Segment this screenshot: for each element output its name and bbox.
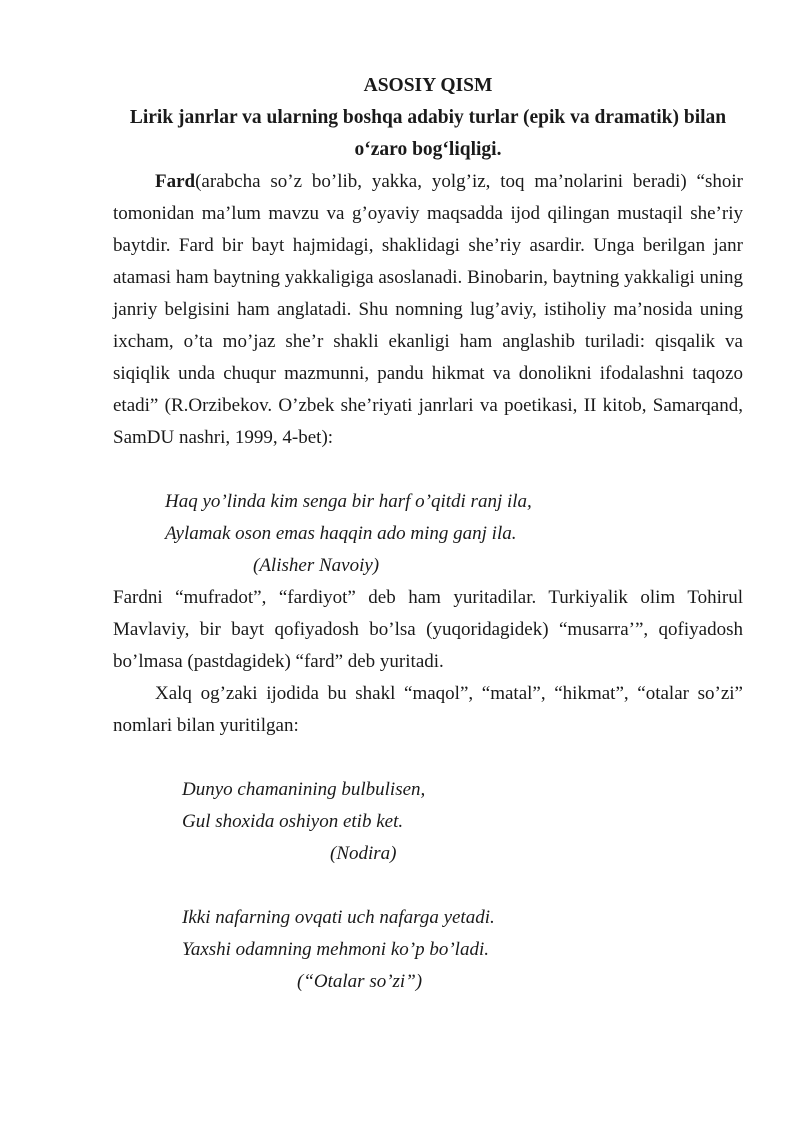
- poem-line: Ikki nafarning ovqati uch nafarga yetadi.: [182, 907, 495, 928]
- term-fard: Fard: [155, 171, 196, 192]
- paragraph-fardni: Fardni “mufradot”, “fardiyot” deb ham yuritadilar. Turkiyalik olim Tohirul Mavlaviy, bir bayt qofiyadosh bo’lsa (yuqoridagidek) “musarra’”, qofiyadosh bo’lmasa (pastdagidek) “fard” deb yuritadi.: [113, 587, 743, 672]
- poem-nodira: [113, 774, 743, 870]
- paragraph-xalq: Xalq og’zaki ijodida bu shakl “maqol”, “matal”, “hikmat”, “otalar so’zi” nomlari bilan yuritilgan:: [113, 683, 743, 736]
- paragraph-fard-definition: [113, 166, 743, 454]
- poem-line: Haq yo’linda kim senga bir harf o’qitdi ranj ila,: [165, 491, 532, 512]
- blank-line: [113, 870, 743, 902]
- section-heading: ASOSIY QISM: [363, 75, 493, 96]
- blank-line: [113, 742, 743, 774]
- poem-line: Aylamak oson emas haqqin ado ming ganj ila.: [165, 523, 517, 544]
- chapter-title: [113, 102, 743, 166]
- poem-line: Gul shoxida oshiyon etib ket.: [182, 811, 404, 832]
- poem-line: Yaxshi odamning mehmoni ko’p bo’ladi.: [182, 939, 489, 960]
- poem-otalar-sozi: [113, 902, 743, 998]
- blank-line: [113, 454, 743, 486]
- poem-line: Dunyo chamanining bulbulisen,: [182, 779, 426, 800]
- poem-attribution: (“Otalar so’zi”): [297, 971, 423, 992]
- poem-attribution: (Nodira): [330, 843, 397, 864]
- chapter-title-line-1: Lirik janrlar va ularning boshqa adabiy turlar (epik va dramatik) bilan: [129, 107, 727, 128]
- paragraph-fard-text: (arabcha so’z bo’lib, yakka, yolg’iz, toq ma’nolarini beradi) “shoir tomonidan ma’lum mavzu va g’oyaviy maqsadda ijod qilingan mustaqil she’riy baytdir. Fard bir bayt hajmidagi, shaklidagi she’riy asardir. Unga berilgan janr atamasi ham baytning yakkaligiga asoslanadi. Binobarin, baytning yakkaligi uning janriy belgisini ham anglatadi. Shu nomning lug’aviy, istiholiy ma’nosida uning ixcham, o’ta mo’jaz she’r shakli ekanligi ham anglashib turiladi: qisqalik va siqiqlik unda chuqur mazmunni, pandu hikmat va donolikni ifodalashni taqozo etadi” (R.Orzibekov. O’zbek she’riyati janrlari va poetikasi, II kitob, Samarqand, SamDU nashri, 1999, 4-bet):: [113, 171, 743, 448]
- poem-navoiy: [113, 486, 743, 582]
- poem-attribution: (Alisher Navoiy): [253, 555, 380, 576]
- chapter-title-line-2: o‘zaro bog‘liqligi.: [354, 139, 502, 160]
